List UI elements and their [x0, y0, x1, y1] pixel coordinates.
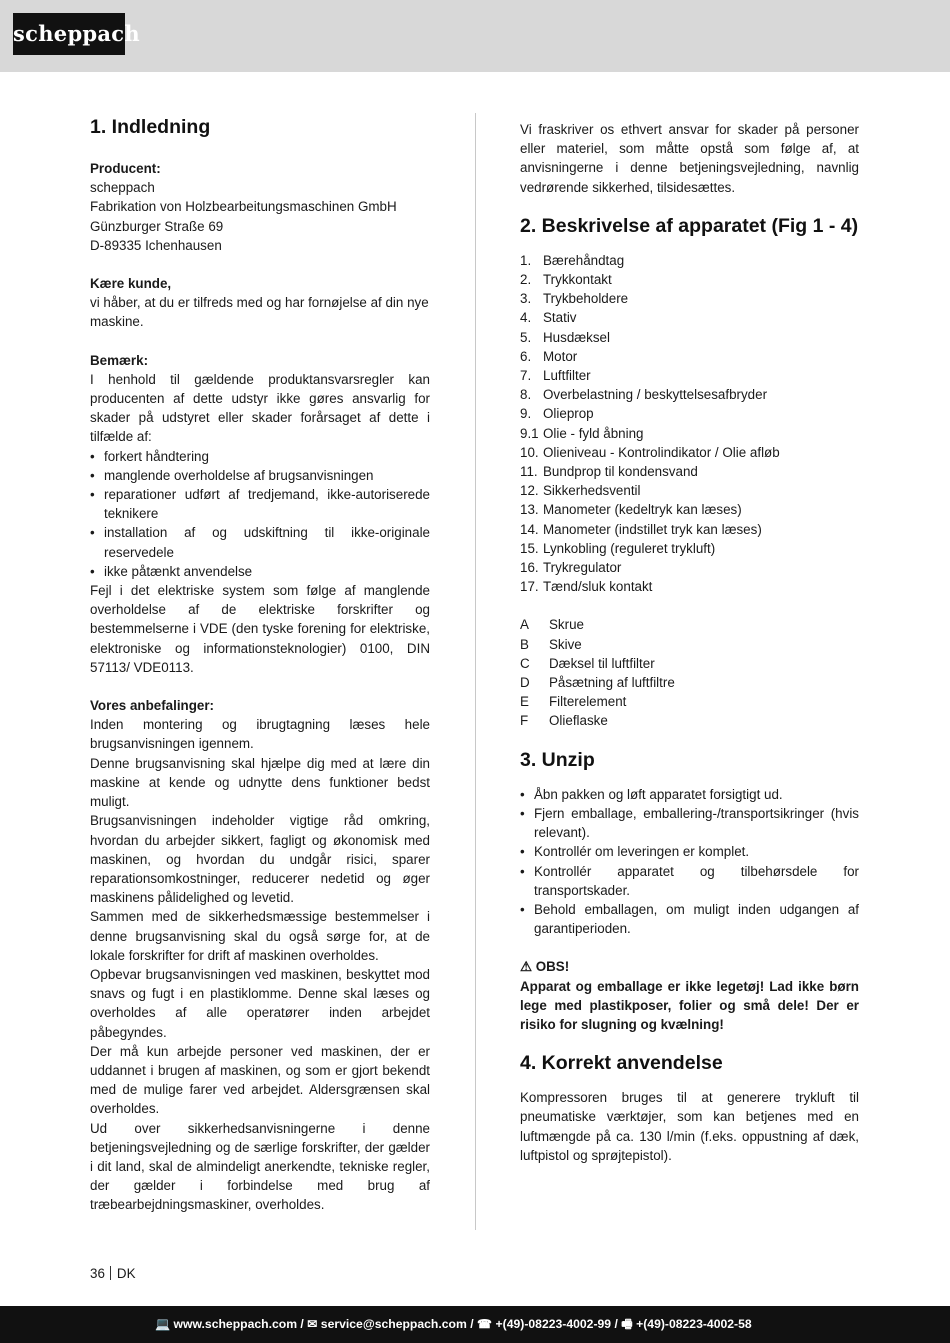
section-1-title: 1. Indledning: [90, 116, 211, 138]
list-item: 12. Sikkerhedsventil: [520, 483, 641, 499]
unzip-bullet: • Behold emballagen, om muligt inden udgangen af garantiperioden.: [520, 901, 859, 937]
right-column: [520, 120, 859, 1165]
list-item: A Skrue: [520, 617, 584, 633]
list-item: C Dæksel til luftfilter: [520, 655, 655, 671]
producer-line: Günzburger Straße 69: [90, 218, 224, 234]
list-item: 9. Olieprop: [520, 406, 594, 422]
note-bullet: • reparationer udført af tredjemand, ikke-autoriserede teknikere: [90, 487, 430, 522]
recommendation-paragraph: Sammen med de sikkerhedsmæssige bestemmelser i denne brugsanvisning skal du også sørge for, at de lokale forskrifter for drift af maskinen overholdes.: [90, 909, 430, 963]
producer-line: Fabrikation von Holzbearbeitungsmaschinen GmbH: [90, 199, 397, 215]
list-item: 16. Trykregulator: [520, 560, 622, 576]
recommendation-paragraph: Denne brugsanvisning skal hjælpe dig med at lære din maskine at kende og udnytte dens funktioner bedst muligt.: [90, 755, 430, 810]
unzip-bullet: • Åbn pakken og løft apparatet forsigtigt ud.: [520, 786, 783, 802]
list-item: 2. Trykkontakt: [520, 272, 612, 288]
list-item: 11. Bundprop til kondensvand: [520, 464, 698, 480]
parts-list: [520, 251, 859, 597]
list-item: 8. Overbelastning / beskyttelsesafbryder: [520, 387, 768, 403]
section-2-title: 2. Beskrivelse af apparatet (Fig 1 - 4): [520, 214, 859, 237]
producer-label: Producent:: [90, 161, 161, 176]
page-number: [90, 1266, 136, 1282]
warning-title: ⚠ OBS!: [520, 959, 570, 975]
note-label: Bemærk:: [90, 352, 149, 368]
list-item: D Påsætning af luftfiltre: [520, 675, 675, 691]
recommendations-label: Vores anbefalinger:: [90, 698, 215, 714]
list-item: 10. Olieniveau - Kontrolindikator / Olie afløb: [520, 444, 780, 460]
producer-line: D-89335 Ichenhausen: [90, 237, 222, 253]
electric-text: Fejl i det elektriske system som følge af manglende overholdelse af de elektriske forskrifter og bestemmelserne i VDE (den tyske forening for elektriske, elektroniske og informationsteknologier) 0100, DIN 57113/ VDE0113.: [90, 583, 430, 675]
unzip-bullet: • Kontrollér apparatet og tilbehørsdele for transportskader.: [520, 863, 859, 898]
unzip-bullet: • Kontrollér om leveringen er komplet.: [520, 844, 750, 860]
note-bullet: • installation af og udskiftning til ikke-originale reservedele: [90, 525, 430, 560]
dear-customer-text: vi håber, at du er tilfreds med og har fornøjelse af din nye maskine.: [90, 295, 429, 330]
usage-text: Kompressoren bruges til at generere trykluft til pneumatiske værktøjer, som kan betjenes med en luftmængde på ca. 130 l/min (f.eks. oppustning af dæk, luftpistol og sprøjtepistol).: [520, 1090, 859, 1163]
list-item: 3. Trykbeholdere: [520, 291, 629, 307]
recommendation-paragraph: Der må kun arbejde personer ved maskinen, der er uddannet i brugen af maskinen, og som er gjort bekendt med de mulige farer ved arbejdet. Aldersgrænsen skal overholdes.: [90, 1043, 430, 1117]
column-divider: [475, 113, 476, 1230]
recommendation-paragraph: Brugsanvisningen indeholder vigtige råd omkring, hvordan du arbejder sikkert, fagligt og økonomisk med maskinen, og hvordan du undgår risici, sparer reparationsomkostninger, reducerer nedetid og øger maskinens pålidelighed og levetid.: [90, 813, 430, 906]
list-item: 1. Bærehåndtag: [520, 252, 625, 268]
scheppach-logo: scheppach: [13, 13, 125, 55]
accessory-list: [520, 615, 859, 730]
footer-bar: [0, 1306, 950, 1343]
section-4-title: 4. Korrekt anvendelse: [520, 1052, 723, 1075]
list-item: 14. Manometer (indstillet tryk kan læses): [520, 521, 762, 537]
warning-text: Apparat og emballage er ikke legetøj! Lad ikke børn lege med plastikposer, folier og små dele! Der er risiko for slugning og kvælning!: [520, 978, 859, 1032]
list-item: 9.1 Olie - fyld åbning: [520, 425, 644, 441]
list-item: F Olieflaske: [520, 713, 608, 729]
list-item: 7. Luftfilter: [520, 368, 591, 384]
list-item: 6. Motor: [520, 348, 578, 364]
note-bullet: • manglende overholdelse af brugsanvisningen: [90, 467, 374, 483]
list-item: 13. Manometer (kedeltryk kan læses): [520, 502, 742, 518]
list-item: 4. Stativ: [520, 310, 577, 326]
left-column: [90, 115, 430, 1215]
list-item: E Filterelement: [520, 694, 627, 710]
note-bullet: • ikke påtænkt anvendelse: [90, 563, 253, 579]
section-3-title: 3. Unzip: [520, 748, 595, 771]
recommendation-paragraph: Ud over sikkerhedsanvisningerne i denne betjeningsvejledning og de særlige forskrifter, der gælder i dit land, skal de almindeligt anerkendte, tekniske regler, der gælder i forbindelse med brug af træbearbejdningsmaskiner, overholdes.: [90, 1120, 430, 1213]
list-item: 5. Husdæksel: [520, 329, 610, 345]
footer-contact: 💻 www.scheppach.com / ✉ service@scheppach.com / ☎ +(49)-08223-4002-99 / 🖷 +(49)-08223-4002-58: [155, 1317, 752, 1331]
producer-line: scheppach: [90, 180, 155, 196]
disclaimer-text: Vi fraskriver os ethvert ansvar for skader på personer eller materiel, som måtte opstå som følge af, at anvisningerne i denne betjeningsvejledning, navnlig vedrørende sikkerhed, tilsidesættes.: [520, 122, 859, 195]
list-item: B Skive: [520, 636, 582, 652]
list-item: 17. Tænd/sluk kontakt: [520, 579, 653, 595]
unzip-bullet: • Fjern emballage, emballering-/transportsikringer (hvis relevant).: [520, 805, 859, 841]
recommendation-paragraph: Inden montering og ibrugtagning læses hele brugsanvisningen igennem.: [90, 717, 430, 752]
dear-customer-label: Kære kunde,: [90, 276, 172, 292]
page-language: DK: [116, 1266, 136, 1281]
page-number-value: 36: [90, 1266, 105, 1281]
header-bar: [0, 0, 950, 72]
list-item: 15. Lynkobling (reguleret trykluft): [520, 540, 716, 556]
recommendation-paragraph: Opbevar brugsanvisningen ved maskinen, beskyttet mod snavs og fugt i en plastiklomme. Denne skal læses og overholdes af alle operatører inden arbejdet påbegyndes.: [90, 966, 430, 1040]
note-bullet: • forkert håndtering: [90, 448, 209, 464]
note-text: I henhold til gældende produktansvarsregler kan producenten af dette udstyr ikke gøres ansvarlig for skader på udstyret eller skader forårsaget af dette i tilfælde af:: [90, 371, 430, 445]
